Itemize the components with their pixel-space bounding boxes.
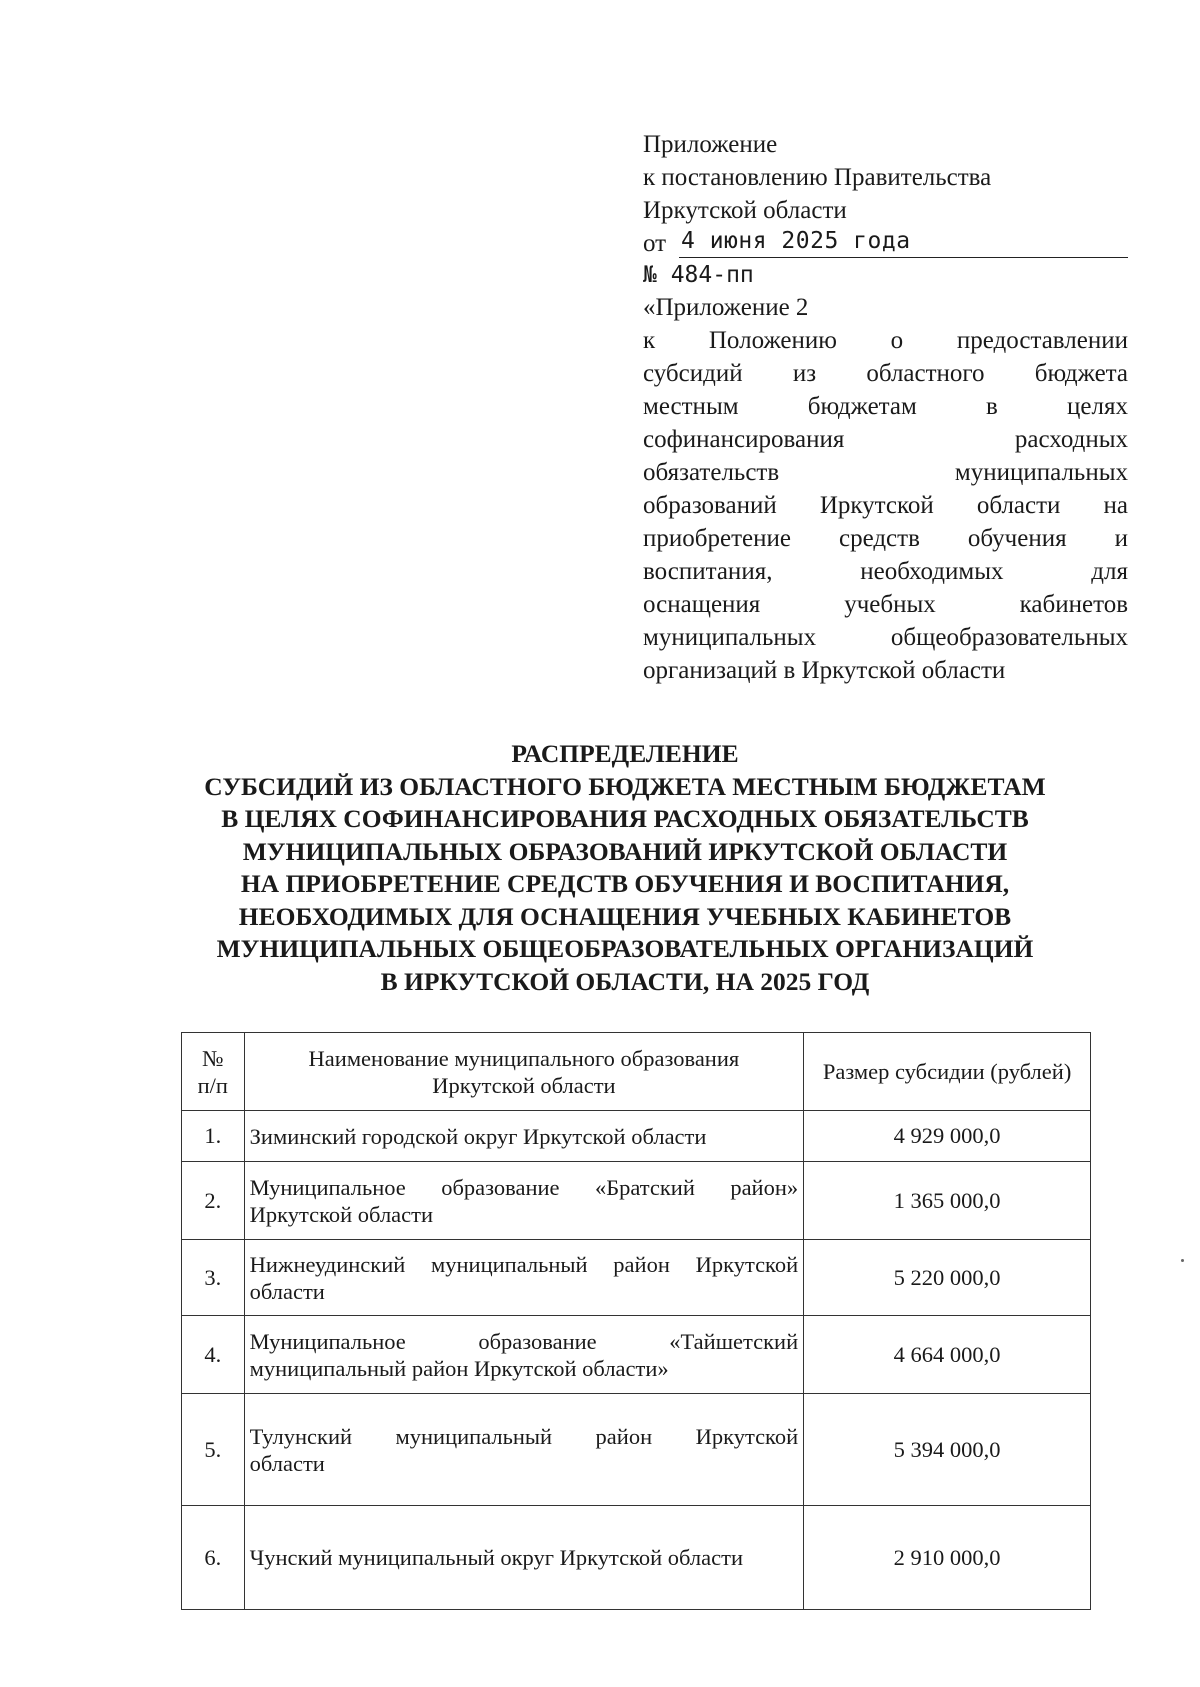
row-municipality: Муниципальное образование «Тайшетский муниципальный район Иркутской области» bbox=[244, 1316, 804, 1394]
position-line: субсидий из областного бюджета bbox=[643, 360, 1128, 387]
position-line: муниципальных общеобразовательных bbox=[643, 624, 1128, 651]
appendix2-label: «Приложение 2 bbox=[643, 294, 809, 321]
title-line: МУНИЦИПАЛЬНЫХ ОБРАЗОВАНИЙ ИРКУТСКОЙ ОБЛАСТИ bbox=[242, 836, 1008, 866]
title-line: В ИРКУТСКОЙ ОБЛАСТИ, НА 2025 ГОД bbox=[380, 966, 870, 996]
position-line: софинансирования расходных bbox=[643, 426, 1128, 453]
title-line: РАСПРЕДЕЛЕНИЕ bbox=[511, 739, 739, 768]
row-municipality: Тулунский муниципальный район Иркутской области bbox=[244, 1394, 804, 1506]
document-title bbox=[150, 738, 1100, 998]
title-line: В ЦЕЛЯХ СОФИНАНСИРОВАНИЯ РАСХОДНЫХ ОБЯЗАТЕЛЬСТВ bbox=[221, 804, 1029, 833]
table-row bbox=[182, 1394, 1091, 1506]
table-row bbox=[182, 1316, 1091, 1394]
row-number: 4. bbox=[182, 1316, 245, 1394]
title-line: МУНИЦИПАЛЬНЫХ ОБЩЕОБРАЗОВАТЕЛЬНЫХ ОРГАНИЗАЦИЙ bbox=[216, 934, 1034, 963]
resolution-date bbox=[643, 227, 1128, 260]
row-number: 3. bbox=[182, 1240, 245, 1316]
row-amount: 4 664 000,0 bbox=[804, 1316, 1091, 1394]
row-number: 5. bbox=[182, 1394, 245, 1506]
position-line: оснащения учебных кабинетов bbox=[643, 591, 1128, 618]
table-row bbox=[182, 1162, 1091, 1240]
date-prefix: от bbox=[643, 230, 667, 257]
table-row bbox=[182, 1111, 1091, 1162]
row-municipality: Зиминский городской округ Иркутской области bbox=[244, 1111, 804, 1162]
region-name: Иркутской области bbox=[643, 197, 847, 224]
table-header-row bbox=[182, 1033, 1091, 1111]
position-line: воспитания, необходимых для bbox=[643, 558, 1128, 585]
date-underline bbox=[679, 257, 1128, 258]
title-line: НЕОБХОДИМЫХ ДЛЯ ОСНАЩЕНИЯ УЧЕБНЫХ КАБИНЕТОВ bbox=[238, 901, 1012, 931]
row-amount: 4 929 000,0 bbox=[804, 1111, 1091, 1162]
table-row bbox=[182, 1506, 1091, 1610]
row-amount: 5 220 000,0 bbox=[804, 1240, 1091, 1316]
appendix-header bbox=[643, 128, 1128, 687]
header-number: № п/п bbox=[182, 1033, 245, 1111]
header-amount: Размер субсидии (рублей) bbox=[804, 1033, 1091, 1111]
position-line: местным бюджетам в целях bbox=[643, 393, 1128, 420]
position-line: приобретение средств обучения и bbox=[643, 525, 1128, 552]
row-amount: 1 365 000,0 bbox=[804, 1162, 1091, 1240]
position-line-last: организаций в Иркутской области bbox=[643, 657, 1006, 684]
row-number: 6. bbox=[182, 1506, 245, 1610]
row-amount: 5 394 000,0 bbox=[804, 1394, 1091, 1506]
row-number: 1. bbox=[182, 1111, 245, 1162]
position-line: к Положению о предоставлении bbox=[643, 327, 1128, 354]
date-value: 4 июня 2025 года bbox=[681, 228, 911, 254]
table-row bbox=[182, 1240, 1091, 1316]
subsidy-distribution-table bbox=[181, 1032, 1091, 1610]
row-amount: 2 910 000,0 bbox=[804, 1506, 1091, 1610]
title-line: СУБСИДИЙ ИЗ ОБЛАСТНОГО БЮДЖЕТА МЕСТНЫМ БЮДЖЕТАМ bbox=[204, 771, 1046, 801]
position-line: обязательств муниципальных bbox=[643, 459, 1128, 486]
scan-speck bbox=[1181, 1259, 1184, 1262]
resolution-number: № 484-пп bbox=[643, 262, 754, 288]
row-number: 2. bbox=[182, 1162, 245, 1240]
row-municipality: Муниципальное образование «Братский район» Иркутской области bbox=[244, 1162, 804, 1240]
resolution-reference: к постановлению Правительства bbox=[643, 164, 992, 191]
row-municipality: Нижнеудинский муниципальный район Иркутской области bbox=[244, 1240, 804, 1316]
position-line: образований Иркутской области на bbox=[643, 492, 1128, 519]
row-municipality: Чунский муниципальный округ Иркутской области bbox=[244, 1506, 804, 1610]
title-line: НА ПРИОБРЕТЕНИЕ СРЕДСТВ ОБУЧЕНИЯ И ВОСПИТАНИЯ, bbox=[240, 869, 1010, 898]
header-municipality: Наименование муниципального образования Иркутской области bbox=[244, 1033, 804, 1111]
appendix-label: Приложение bbox=[643, 131, 778, 158]
